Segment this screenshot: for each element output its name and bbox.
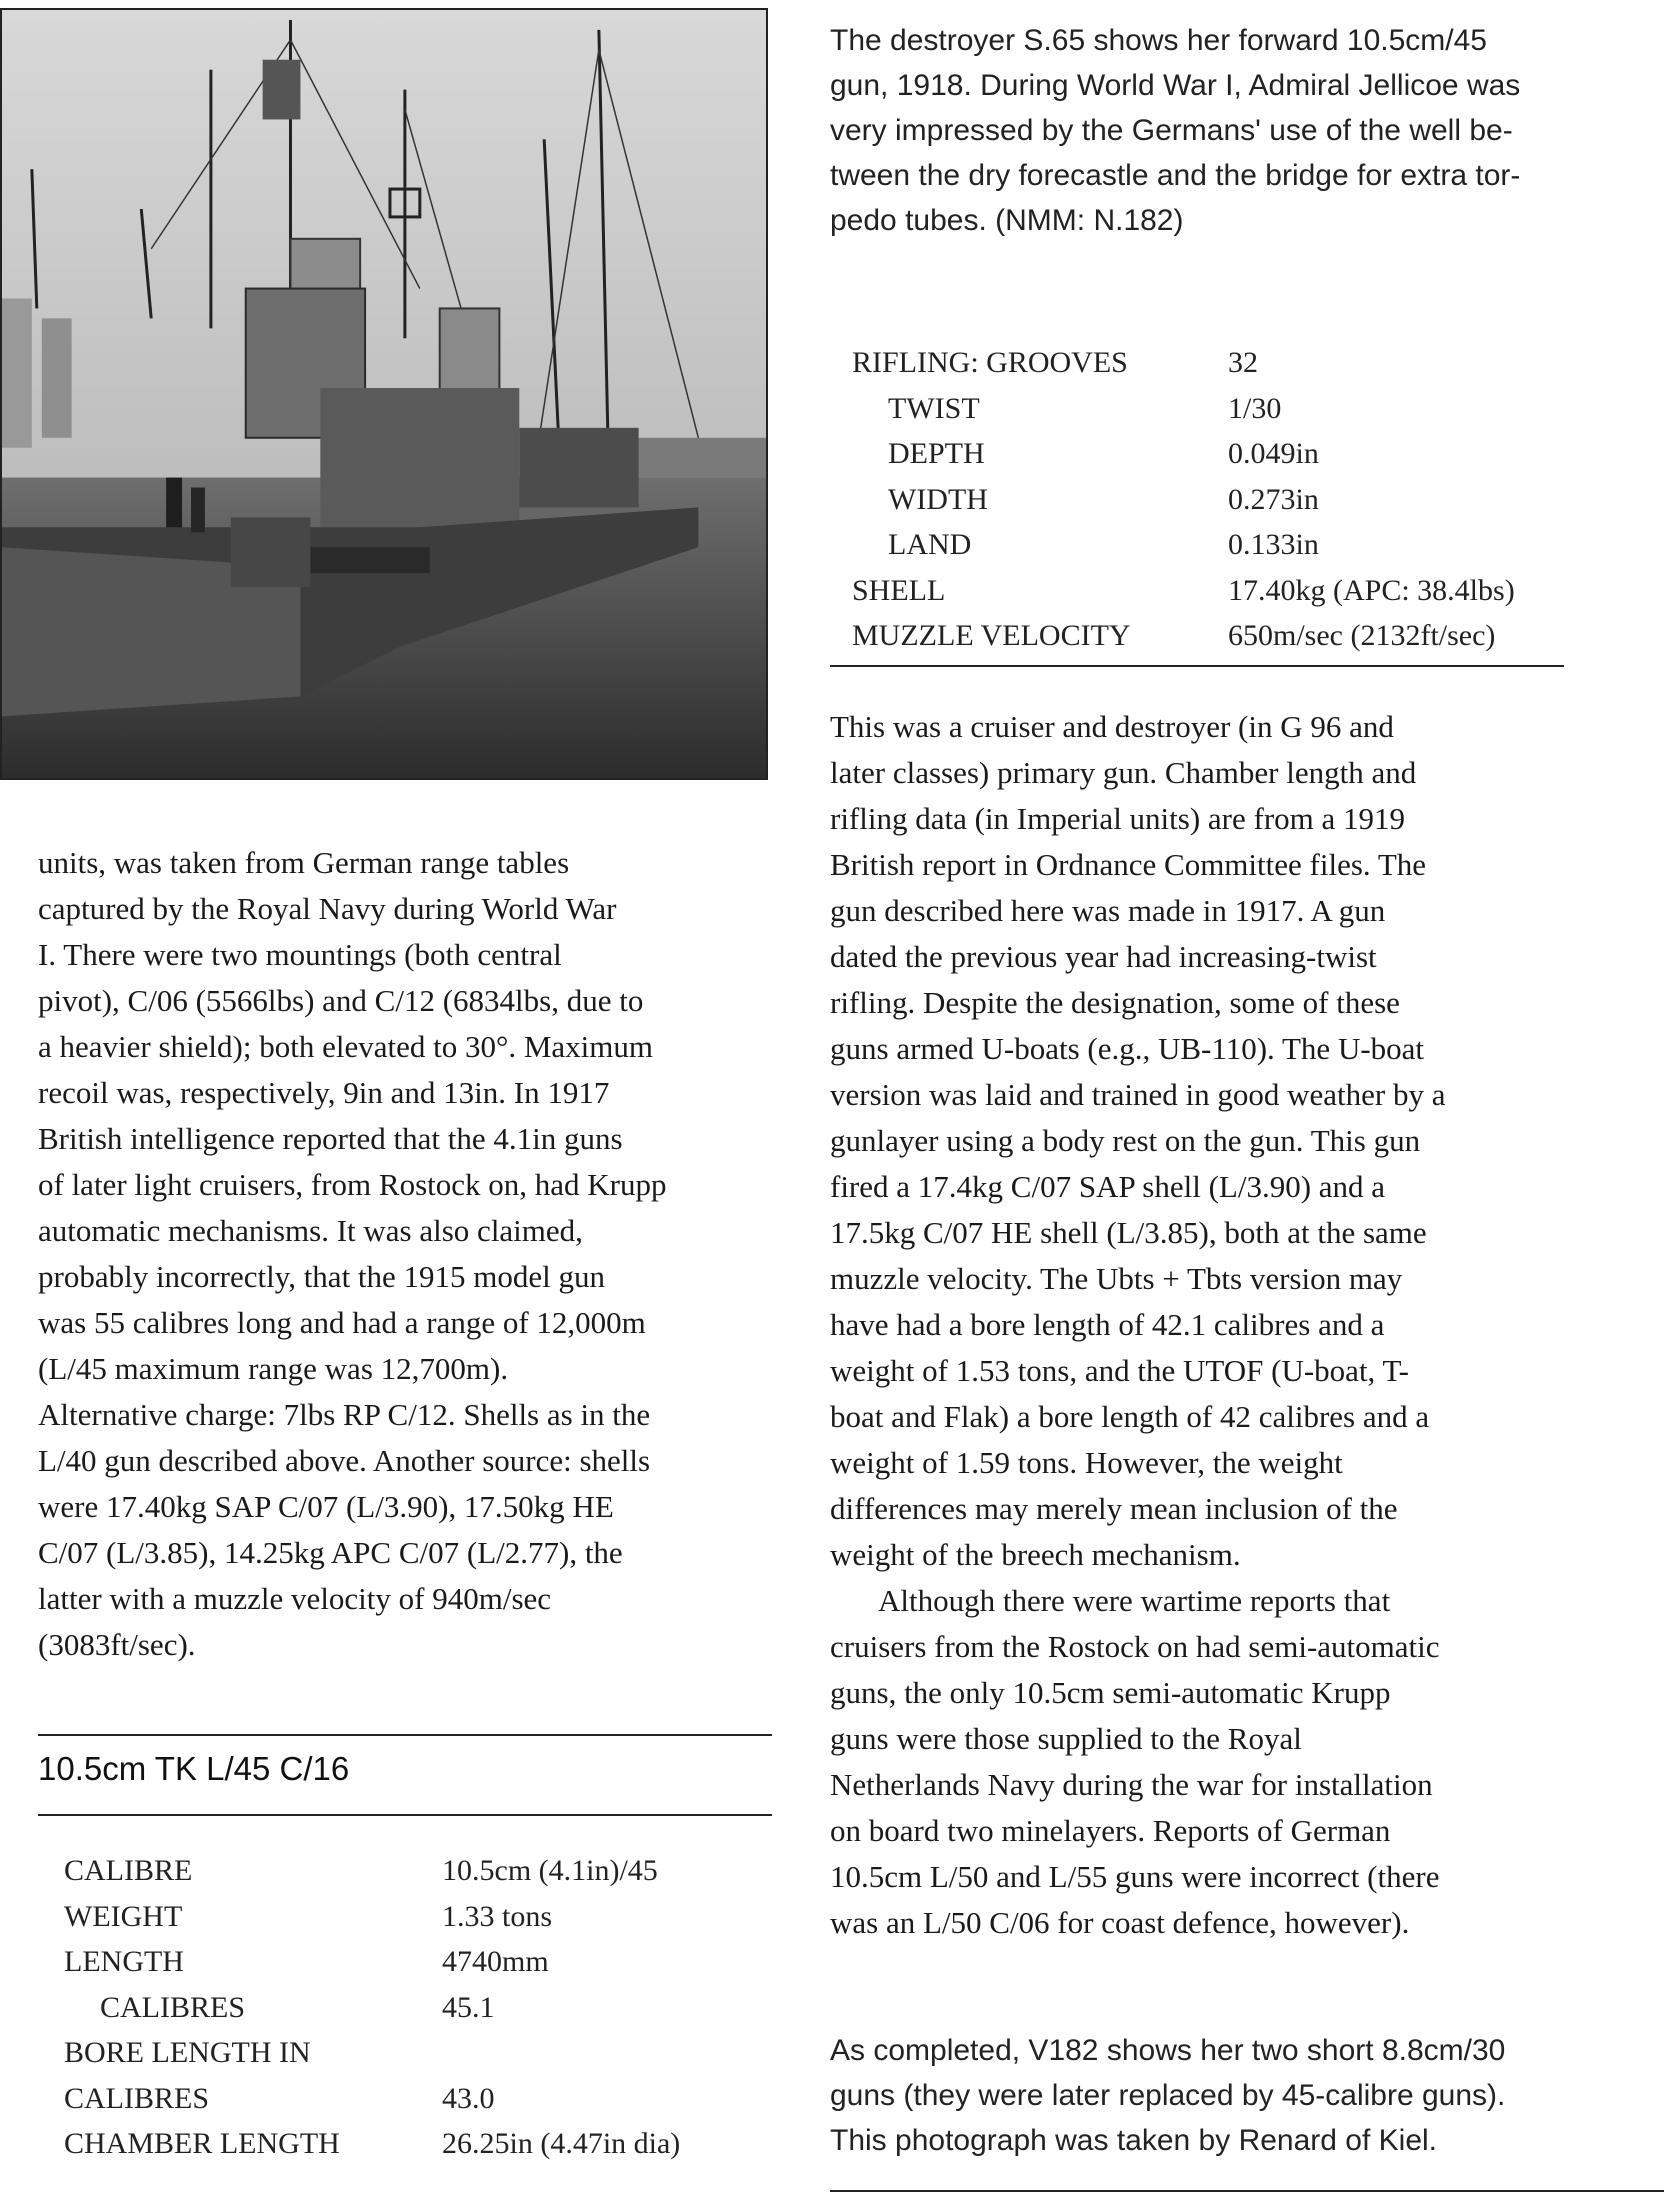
spec-value: 32 [1228,346,1258,379]
text-line: was 55 calibres long and had a range of 12,000m [38,1305,646,1340]
spec-row [852,431,1560,477]
text-line: 10.5cm L/50 and L/55 guns were incorrect (there [830,1859,1440,1894]
text-line: C/07 (L/3.85), 14.25kg APC C/07 (L/2.77), the [38,1535,623,1570]
spec-label: CHAMBER LENGTH [64,2127,340,2160]
text-line: units, was taken from German range tables [38,845,570,880]
text-line: guns, the only 10.5cm semi-automatic Krupp [830,1675,1391,1710]
text-line: weight of the breech mechanism. [830,1537,1241,1572]
spec-label: CALIBRE [64,1854,193,1887]
page-bottom-rule [830,2190,1664,2192]
spec-row [852,522,1560,568]
photo-caption-bottom [830,2028,1630,2163]
spec-table-gun [64,1848,764,2167]
spec-label: MUZZLE VELOCITY [852,619,1131,652]
spec-row [852,340,1560,386]
text-line: automatic mechanisms. It was also claimed, [38,1213,583,1248]
text-line: guns were those supplied to the Royal [830,1721,1302,1756]
text-line: Although there were wartime reports that [878,1583,1391,1618]
spec-row [64,1894,764,1940]
destroyer-photo-illustration [2,10,766,778]
spec-label: CALIBRES [64,2081,210,2115]
text-line: rifling data (in Imperial units) are from a 1919 [830,801,1406,836]
text-line: captured by the Royal Navy during World War [38,891,617,926]
text-line: were 17.40kg SAP C/07 (L/3.90), 17.50kg HE [38,1489,614,1524]
spec-value: 1/30 [1228,391,1282,425]
caption-line: As completed, V182 shows her two short 8.8cm/30 [830,2034,1506,2067]
spec-value: 0.049in [1228,437,1319,470]
spec-label: BORE LENGTH IN [64,2036,311,2069]
paragraph [830,1578,1630,1946]
spec-value: 17.40kg (APC: 38.4lbs) [1228,573,1515,607]
text-line: British intelligence reported that the 4.1in guns [38,1121,623,1156]
text-line: I. There were two mountings (both central [38,937,562,972]
text-line: L/40 gun described above. Another source: shells [38,1443,651,1478]
spec-value: 4740mm [442,1945,549,1978]
spec-label: WEIGHT [64,1899,183,1933]
text-line: was an L/50 C/06 for coast defence, however). [830,1905,1410,1940]
caption-line: pedo tubes. (NMM: N.182) [830,204,1184,237]
spec-row [64,1985,764,2031]
spec-row [64,1848,764,1894]
text-line: differences may merely mean inclusion of the [830,1491,1398,1526]
spec-row [64,2030,764,2076]
text-line: recoil was, respectively, 9in and 13in. In 1917 [38,1075,610,1110]
spec-row [852,386,1560,432]
text-line: 17.5kg C/07 HE shell (L/3.85), both at the same [830,1215,1427,1250]
text-line: gunlayer using a body rest on the gun. This gun [830,1123,1421,1158]
text-line: This was a cruiser and destroyer (in G 96 and [830,709,1394,744]
spec-row [852,613,1560,659]
caption-line: tween the dry forecastle and the bridge for extra tor- [830,159,1521,192]
text-line: Alternative charge: 7lbs RP C/12. Shells as in the [38,1397,651,1432]
text-line: gun described here was made in 1917. A gun [830,893,1386,928]
text-line: later classes) primary gun. Chamber length and [830,755,1417,790]
spec-label: RIFLING: GROOVES [852,346,1128,379]
spec-label: LAND [888,528,972,561]
caption-line: very impressed by the Germans' use of the well be- [830,114,1513,147]
body-text-right-column [830,704,1630,1946]
spec-row [64,1939,764,1985]
spec-row [64,2076,764,2122]
spec-value: 45.1 [442,1990,495,2024]
caption-line: This photograph was taken by Renard of Kiel. [830,2124,1438,2157]
spec-table-rifling [852,340,1560,659]
text-line: guns armed U-boats (e.g., UB-110). The U-boat [830,1031,1425,1066]
text-line: of later light cruisers, from Rostock on, had Krupp [38,1167,667,1202]
text-line: probably incorrectly, that the 1915 model gun [38,1259,606,1294]
text-line: cruisers from the Rostock on had semi-automatic [830,1629,1440,1664]
text-line: on board two minelayers. Reports of German [830,1813,1391,1848]
spec-value: 10.5cm (4.1in)/45 [442,1854,658,1887]
spec-value: 1.33 tons [442,1899,553,1933]
spec-value: 650m/sec (2132ft/sec) [1228,619,1496,652]
paragraph [830,704,1630,1578]
text-line: (L/45 maximum range was 12,700m). [38,1351,509,1386]
caption-line: guns (they were later replaced by 45-calibre guns). [830,2079,1506,2112]
spec-value: 0.133in [1228,528,1319,561]
text-line: (3083ft/sec). [38,1627,196,1662]
spec-label: WIDTH [888,482,988,516]
text-line: have had a bore length of 42.1 calibres and a [830,1307,1385,1342]
spec-label: DEPTH [888,437,985,470]
text-line: a heavier shield); both elevated to 30°. Maximum [38,1029,654,1064]
spec-row [852,477,1560,523]
text-line: fired a 17.4kg C/07 SAP shell (L/3.90) and a [830,1169,1386,1204]
caption-line: gun, 1918. During World War I, Admiral Jellicoe was [830,69,1521,102]
spec-row [64,2121,764,2167]
spec-label: LENGTH [64,1945,184,1978]
spec-label: SHELL [852,573,946,607]
text-line: muzzle velocity. The Ubts + Tbts version may [830,1261,1403,1296]
section-title: 10.5cm TK L/45 C/16 [38,1750,350,1787]
section-top-rule [38,1734,772,1736]
spec-table-bottom-rule [830,665,1564,667]
text-line: pivot), C/06 (5566lbs) and C/12 (6834lbs, due to [38,983,644,1018]
text-line: latter with a muzzle velocity of 940m/sec [38,1581,552,1616]
photo-caption-top [830,18,1630,243]
text-line: version was laid and trained in good weather by a [830,1077,1446,1112]
text-line: dated the previous year had increasing-twist [830,939,1377,974]
body-text-left-column [38,840,778,1668]
text-line: boat and Flak) a bore length of 42 calibres and a [830,1399,1430,1434]
spec-label: CALIBRES [100,1990,246,2024]
spec-value: 0.273in [1228,482,1319,516]
destroyer-photo [0,8,768,780]
text-line: weight of 1.59 tons. However, the weight [830,1445,1343,1480]
spec-value: 26.25in (4.47in dia) [442,2127,681,2160]
spec-label: TWIST [888,391,980,425]
text-line: British report in Ordnance Committee files. The [830,847,1427,882]
text-line: rifling. Despite the designation, some of these [830,985,1400,1020]
text-line: weight of 1.53 tons, and the UTOF (U-boat, T- [830,1353,1409,1388]
section-bottom-rule [38,1814,772,1816]
spec-row [852,568,1560,614]
spec-value: 43.0 [442,2081,495,2115]
caption-line: The destroyer S.65 shows her forward 10.5cm/45 [830,24,1487,57]
text-line: Netherlands Navy during the war for installation [830,1767,1433,1802]
